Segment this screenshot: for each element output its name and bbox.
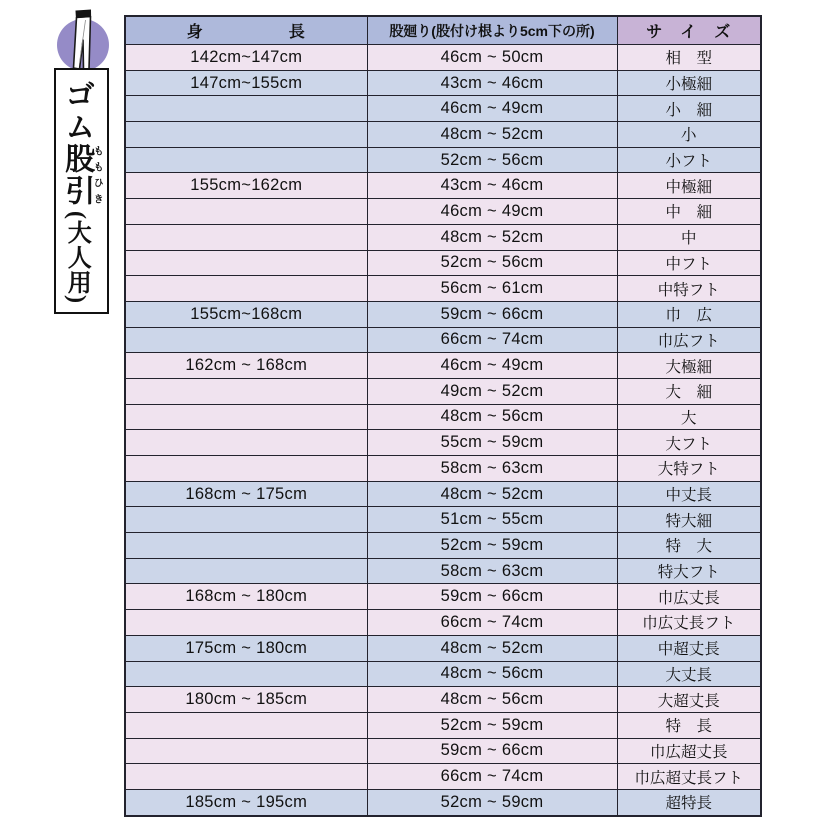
girth-cell: 43cm ~ 46cm [367, 173, 617, 199]
table-row [125, 764, 761, 790]
table-row [125, 199, 761, 225]
girth-cell: 59cm ~ 66cm [367, 738, 617, 764]
title-prefix: ゴム [60, 78, 94, 143]
height-cell [125, 712, 367, 738]
girth-cell: 49cm ~ 52cm [367, 378, 617, 404]
table-row [125, 301, 761, 327]
table-row [125, 456, 761, 482]
header-girth: 股廻り(股付け根より5cm下の所) [367, 16, 617, 45]
girth-cell: 46cm ~ 50cm [367, 45, 617, 71]
girth-cell: 48cm ~ 56cm [367, 661, 617, 687]
size-table [124, 15, 762, 817]
girth-cell: 66cm ~ 74cm [367, 327, 617, 353]
size-cell: 巾広超丈長フト [617, 764, 761, 790]
title-furigana: ももひき [91, 142, 103, 207]
size-cell: 巾広丈長フト [617, 610, 761, 636]
size-cell: 中特フト [617, 276, 761, 302]
table-row [125, 327, 761, 353]
height-cell [125, 404, 367, 430]
table-row [125, 430, 761, 456]
table-row [125, 687, 761, 713]
girth-cell: 48cm ~ 52cm [367, 481, 617, 507]
girth-cell: 52cm ~ 56cm [367, 147, 617, 173]
height-cell [125, 378, 367, 404]
height-cell [125, 327, 367, 353]
height-cell: 162cm ~ 168cm [125, 353, 367, 379]
size-cell: 中極細 [617, 173, 761, 199]
table-row [125, 661, 761, 687]
girth-cell: 58cm ~ 63cm [367, 558, 617, 584]
size-cell: 大特フト [617, 456, 761, 482]
header-size: サ イ ズ [617, 16, 761, 45]
height-cell [125, 224, 367, 250]
girth-cell: 48cm ~ 56cm [367, 404, 617, 430]
size-cell: 大丈長 [617, 661, 761, 687]
product-title [61, 79, 102, 304]
girth-cell: 66cm ~ 74cm [367, 610, 617, 636]
title-suffix: (大人用) [63, 210, 90, 304]
size-cell: 特大細 [617, 507, 761, 533]
girth-cell: 59cm ~ 66cm [367, 301, 617, 327]
height-cell [125, 610, 367, 636]
table-row [125, 635, 761, 661]
size-cell: 巾広フト [617, 327, 761, 353]
height-cell [125, 122, 367, 148]
table-row [125, 558, 761, 584]
size-cell: 中フト [617, 250, 761, 276]
height-cell: 155cm~162cm [125, 173, 367, 199]
size-cell: 小極細 [617, 70, 761, 96]
table-row [125, 533, 761, 559]
table-row [125, 789, 761, 815]
girth-cell: 56cm ~ 61cm [367, 276, 617, 302]
table-row [125, 738, 761, 764]
size-cell: 巾広丈長 [617, 584, 761, 610]
table-row [125, 122, 761, 148]
table-row [125, 96, 761, 122]
table-row [125, 70, 761, 96]
girth-cell: 66cm ~ 74cm [367, 764, 617, 790]
size-table-container [124, 15, 760, 817]
table-row [125, 481, 761, 507]
size-cell: 小 [617, 122, 761, 148]
table-row [125, 712, 761, 738]
size-cell: 超特長 [617, 789, 761, 815]
height-cell [125, 147, 367, 173]
table-row [125, 584, 761, 610]
size-cell: 特 大 [617, 533, 761, 559]
height-cell [125, 199, 367, 225]
table-row [125, 147, 761, 173]
height-cell: 147cm~155cm [125, 70, 367, 96]
table-row [125, 224, 761, 250]
girth-cell: 52cm ~ 59cm [367, 789, 617, 815]
table-row [125, 250, 761, 276]
girth-cell: 48cm ~ 52cm [367, 635, 617, 661]
size-cell: 中超丈長 [617, 635, 761, 661]
size-cell: 小フト [617, 147, 761, 173]
height-cell [125, 456, 367, 482]
pants-icon [53, 8, 113, 72]
height-cell [125, 430, 367, 456]
girth-cell: 48cm ~ 52cm [367, 122, 617, 148]
table-row [125, 353, 761, 379]
table-row [125, 45, 761, 71]
height-cell [125, 661, 367, 687]
height-cell: 185cm ~ 195cm [125, 789, 367, 815]
height-cell [125, 96, 367, 122]
table-row [125, 610, 761, 636]
girth-cell: 48cm ~ 56cm [367, 687, 617, 713]
girth-cell: 52cm ~ 59cm [367, 533, 617, 559]
girth-cell: 48cm ~ 52cm [367, 224, 617, 250]
size-cell: 巾広超丈長 [617, 738, 761, 764]
size-cell: 小 細 [617, 96, 761, 122]
size-cell: 中 [617, 224, 761, 250]
girth-cell: 55cm ~ 59cm [367, 430, 617, 456]
height-cell [125, 507, 367, 533]
height-cell [125, 250, 367, 276]
girth-cell: 43cm ~ 46cm [367, 70, 617, 96]
girth-cell: 51cm ~ 55cm [367, 507, 617, 533]
height-cell [125, 558, 367, 584]
header-row [125, 16, 761, 45]
height-cell: 142cm~147cm [125, 45, 367, 71]
size-cell: 大極細 [617, 353, 761, 379]
girth-cell: 46cm ~ 49cm [367, 96, 617, 122]
size-cell: 特大フト [617, 558, 761, 584]
title-kanji: 股引 [60, 142, 94, 207]
size-cell: 大超丈長 [617, 687, 761, 713]
height-cell: 180cm ~ 185cm [125, 687, 367, 713]
girth-cell: 46cm ~ 49cm [367, 199, 617, 225]
header-height: 身 長 [125, 16, 367, 45]
height-cell: 168cm ~ 180cm [125, 584, 367, 610]
table-row [125, 378, 761, 404]
table-row [125, 507, 761, 533]
height-cell [125, 276, 367, 302]
height-cell: 155cm~168cm [125, 301, 367, 327]
height-cell [125, 738, 367, 764]
height-cell: 175cm ~ 180cm [125, 635, 367, 661]
girth-cell: 52cm ~ 56cm [367, 250, 617, 276]
height-cell [125, 533, 367, 559]
size-cell: 特 長 [617, 712, 761, 738]
size-cell: 大フト [617, 430, 761, 456]
title-kanji-ruby [60, 142, 103, 207]
table-row [125, 276, 761, 302]
girth-cell: 59cm ~ 66cm [367, 584, 617, 610]
table-row [125, 404, 761, 430]
height-cell [125, 764, 367, 790]
size-cell: 大 細 [617, 378, 761, 404]
girth-cell: 46cm ~ 49cm [367, 353, 617, 379]
size-cell: 巾 広 [617, 301, 761, 327]
height-cell: 168cm ~ 175cm [125, 481, 367, 507]
size-cell: 相 型 [617, 45, 761, 71]
size-cell: 中丈長 [617, 481, 761, 507]
girth-cell: 52cm ~ 59cm [367, 712, 617, 738]
size-cell: 大 [617, 404, 761, 430]
table-row [125, 173, 761, 199]
size-cell: 中 細 [617, 199, 761, 225]
product-title-box [54, 68, 109, 314]
girth-cell: 58cm ~ 63cm [367, 456, 617, 482]
